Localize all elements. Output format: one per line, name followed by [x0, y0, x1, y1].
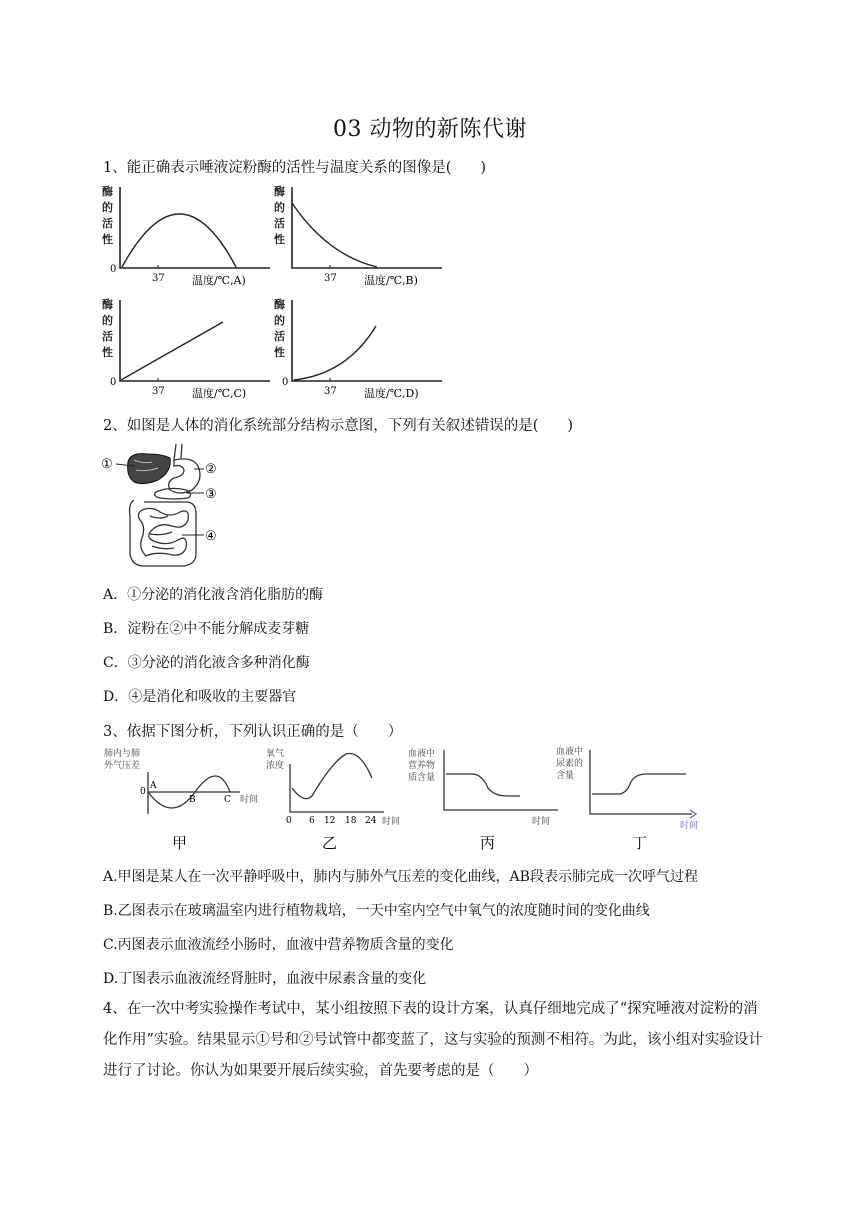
- label-1: ①: [101, 457, 113, 472]
- q1-c-tick-label: 37: [152, 386, 165, 397]
- ding-axes: [590, 750, 692, 814]
- q3-option-d: D.丁图表示血液流经肾脏时，血液中尿素含量的变化: [103, 971, 427, 987]
- yi-tick-6: 6: [309, 816, 315, 826]
- q1-graph-c: [102, 297, 270, 400]
- yi-ylabel-1: 氧气: [266, 749, 285, 759]
- pancreas-shape: [155, 488, 191, 499]
- q3-four-graphs: [100, 742, 720, 854]
- label-2: ②: [205, 462, 217, 477]
- q3-option-b: B.乙图表示在玻璃温室内进行植物栽培，一天中室内空气中氧气的浓度随时间的变化曲线: [103, 903, 650, 919]
- q2-option-b: B．淀粉在②中不能分解成麦芽糖: [103, 621, 310, 637]
- q1-d-ylabel-2: 的: [274, 314, 285, 327]
- q1-b-ylabel-4: 性: [274, 233, 285, 246]
- liver-shape: [128, 454, 171, 484]
- yi-ylabel-2: 浓度: [266, 761, 285, 771]
- bing-ylabel-1: 血液中: [408, 749, 436, 759]
- jia-xlabel: 时间: [240, 795, 259, 805]
- label-3: ③: [205, 487, 217, 502]
- jia-ylabel-2: 外气压差: [104, 761, 141, 771]
- jia-mark-c: C: [224, 795, 231, 805]
- jia-ylabel-1: 肺内与肺: [104, 749, 141, 759]
- q2-option-c: C．③分泌的消化液含多种消化酶: [103, 655, 310, 671]
- jia-mark-0: 0: [140, 787, 146, 797]
- q1-graph-d: [274, 297, 442, 400]
- question-1-stem: 1、能正确表示唾液淀粉酶的活性与温度关系的图像是( ): [103, 160, 487, 176]
- q2-option-a: A．①分泌的消化液含消化脂肪的酶: [103, 587, 324, 603]
- bing-ylabel-3: 质含量: [408, 773, 436, 783]
- q1-b-xlabel: 温度/℃,B): [364, 274, 418, 287]
- q1-d-tick-label: 37: [324, 386, 337, 397]
- ding-ylabel-1: 血液中: [556, 747, 584, 757]
- ding-ylabel-2: 尿素的: [556, 759, 584, 769]
- ding-xlabel: 时间: [680, 821, 699, 831]
- q1-a-xlabel: 温度/℃,A): [192, 274, 246, 287]
- large-intestine-shape: [130, 500, 197, 566]
- yi-caption: 乙: [322, 834, 338, 852]
- q1-graph-a: [102, 184, 270, 287]
- q3-graph-bing: [408, 747, 558, 852]
- q1-c-xlabel: 温度/℃,C): [192, 387, 247, 400]
- q1-a-curve: [122, 214, 236, 267]
- q3-option-c: C.丙图表示血液流经小肠时，血液中营养物质含量的变化: [103, 937, 454, 953]
- yi-tick-0: 0: [286, 816, 292, 826]
- q1-b-tick-label: 37: [324, 273, 337, 284]
- q1-b-ylabel-1: 酶: [274, 185, 285, 198]
- yi-tick-24: 24: [365, 816, 377, 826]
- question-3-stem: 3、依据下图分析，下列认识正确的是（ ）: [103, 724, 403, 740]
- q1-b-ylabel-2: 的: [274, 201, 285, 214]
- q1-d-ylabel-1: 酶: [274, 298, 285, 311]
- q1-a-ylabel-2: 的: [102, 201, 113, 214]
- q1-d-axes: [292, 300, 442, 381]
- esophagus-shape: [174, 444, 182, 460]
- q1-enzyme-activity-graphs: [100, 183, 460, 403]
- q1-graph-b: [274, 184, 442, 287]
- q1-a-ylabel-1: 酶: [102, 185, 113, 198]
- jia-mark-b: B: [189, 795, 196, 805]
- q1-b-curve: [292, 203, 377, 267]
- q1-d-ylabel-3: 活: [274, 330, 285, 343]
- bing-ylabel-2: 营养物: [408, 761, 436, 771]
- q2-option-d: D．④是消化和吸收的主要器官: [103, 689, 297, 705]
- q1-c-origin: 0: [110, 377, 117, 388]
- q2-digestive-system-diagram: [100, 442, 230, 577]
- q1-c-axes: [120, 300, 270, 381]
- ding-caption: 丁: [632, 834, 648, 852]
- yi-tick-18: 18: [345, 816, 357, 826]
- q1-a-ylabel-3: 活: [102, 217, 113, 230]
- bing-caption: 丙: [480, 834, 496, 852]
- q1-a-ylabel-4: 性: [102, 233, 113, 246]
- bing-axes: [444, 750, 558, 810]
- bing-curve: [446, 774, 520, 796]
- question-2-stem: 2、如图是人体的消化系统部分结构示意图，下列有关叙述错误的是( ): [103, 418, 574, 434]
- ding-ylabel-3: 含量: [556, 771, 575, 781]
- yi-axes: [290, 764, 384, 812]
- q1-d-xlabel: 温度/℃,D): [364, 387, 419, 400]
- yi-curve: [292, 754, 372, 799]
- q1-d-origin: 0: [282, 377, 289, 388]
- q1-d-curve: [294, 326, 376, 380]
- q3-graph-jia: [104, 747, 258, 852]
- q1-d-ylabel-4: 性: [274, 346, 285, 359]
- bing-xlabel: 时间: [532, 817, 551, 827]
- q3-graph-yi: [266, 747, 400, 852]
- q1-c-ylabel-3: 活: [102, 330, 113, 343]
- q1-b-ylabel-3: 活: [274, 217, 285, 230]
- q1-c-ylabel-1: 酶: [102, 298, 113, 311]
- jia-caption: 甲: [172, 834, 188, 852]
- q3-option-a: A.甲图是某人在一次平静呼吸中，肺内与肺外气压差的变化曲线，AB段表示肺完成一次呼气过程: [103, 869, 698, 885]
- label-4: ④: [205, 529, 217, 544]
- q1-a-tick-label: 37: [152, 273, 165, 284]
- yi-tick-12: 12: [324, 816, 336, 826]
- q3-graph-ding: [556, 745, 698, 852]
- q1-b-axes: [292, 187, 442, 268]
- page-title: 03 动物的新陈代谢: [333, 117, 527, 142]
- q1-c-curve: [121, 322, 223, 380]
- question-4-stem: 4、在一次中考实验操作考试中，某小组按照下表的设计方案，认真仔细地完成了“探究唾液对淀粉的消化作用”实验。结果显示①号和②号试管中都变蓝了，这与实验的预测不相符。为此，该小组对实验设计进行了讨论。你认为如果要开展后续实验，首先要考虑的是（ ）: [103, 1001, 763, 1079]
- yi-xlabel: 时间: [382, 817, 401, 827]
- q1-c-ylabel-2: 的: [102, 314, 113, 327]
- jia-mark-a: A: [150, 781, 157, 791]
- ding-curve: [592, 774, 686, 794]
- q1-c-ylabel-4: 性: [102, 346, 113, 359]
- q1-a-origin: 0: [110, 264, 117, 275]
- q1-a-axes: [120, 187, 270, 268]
